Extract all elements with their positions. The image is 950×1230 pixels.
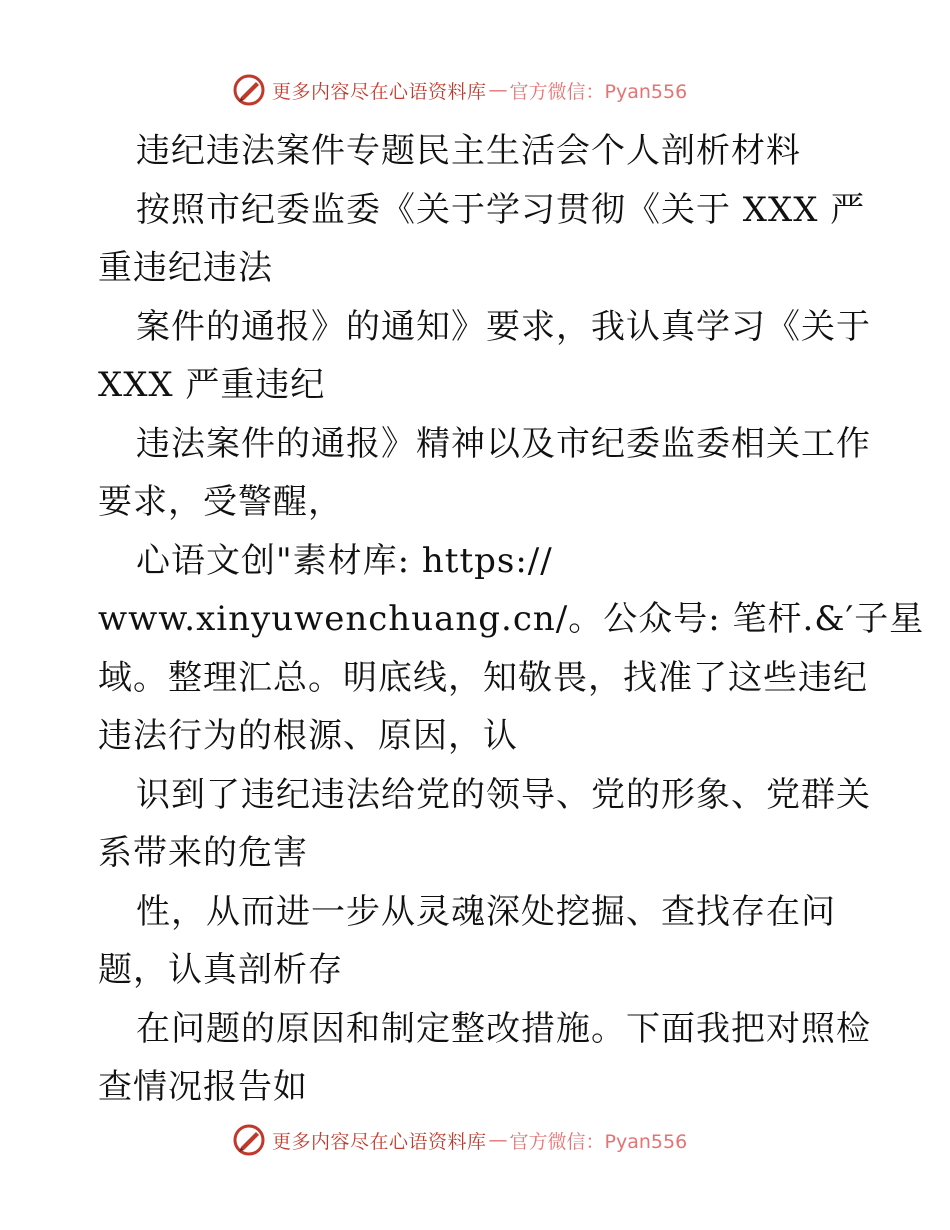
paragraph-line: 按照市纪委监委《关于学习贯彻《关于 XXX 严 (136, 189, 866, 230)
banner-dash: — (488, 79, 508, 101)
document-body (98, 122, 925, 1117)
paragraph-line: 域。整理汇总。明底线，知敬畏，找准了这些违纪 (98, 657, 868, 698)
document-title: 违纪违法案件专题民主生活会个人剖析材料 (136, 131, 801, 171)
paragraph-line: 重违纪违法 (98, 248, 273, 288)
paragraph-line: 查情况报告如 (98, 1067, 308, 1107)
paragraph-line: 心语文创"素材库: https:// (136, 540, 553, 581)
banner-contact: 官方微信：Pyan556 (509, 80, 688, 103)
paragraph-line: XXX 严重违纪 (98, 365, 326, 405)
banner-contact: 官方微信：Pyan556 (509, 1130, 688, 1153)
header-banner (232, 72, 732, 108)
paragraph-line: 要求，受警醒， (98, 482, 343, 522)
paragraph-line: 识到了违纪违法给党的领导、党的形象、党群关 (136, 774, 871, 815)
pen-logo-icon (232, 73, 266, 107)
paragraph-line: 系带来的危害 (98, 833, 308, 873)
banner-dash: — (488, 1129, 508, 1151)
paragraph-line: 案件的通报》的通知》要求，我认真学习《关于 (136, 306, 871, 347)
paragraph-line: 题，认真剖析存 (98, 950, 343, 990)
paragraph-line: 违法行为的根源、原因，认 (98, 716, 518, 756)
pen-logo-icon (232, 1123, 266, 1157)
paragraph-line: www.xinyuwenchuang.cn/。公众号: 笔杆.&′子星 (98, 599, 925, 639)
paragraph-line: 在问题的原因和制定整改措施。下面我把对照检 (136, 1008, 871, 1049)
banner-text: 更多内容尽在心语资料库 (272, 1130, 487, 1153)
footer-banner (232, 1122, 732, 1158)
banner-text: 更多内容尽在心语资料库 (272, 80, 487, 103)
paragraph-line: 违法案件的通报》精神以及市纪委监委相关工作 (136, 423, 871, 464)
paragraph-line: 性，从而进一步从灵魂深处挖掘、查找存在问 (136, 891, 836, 932)
